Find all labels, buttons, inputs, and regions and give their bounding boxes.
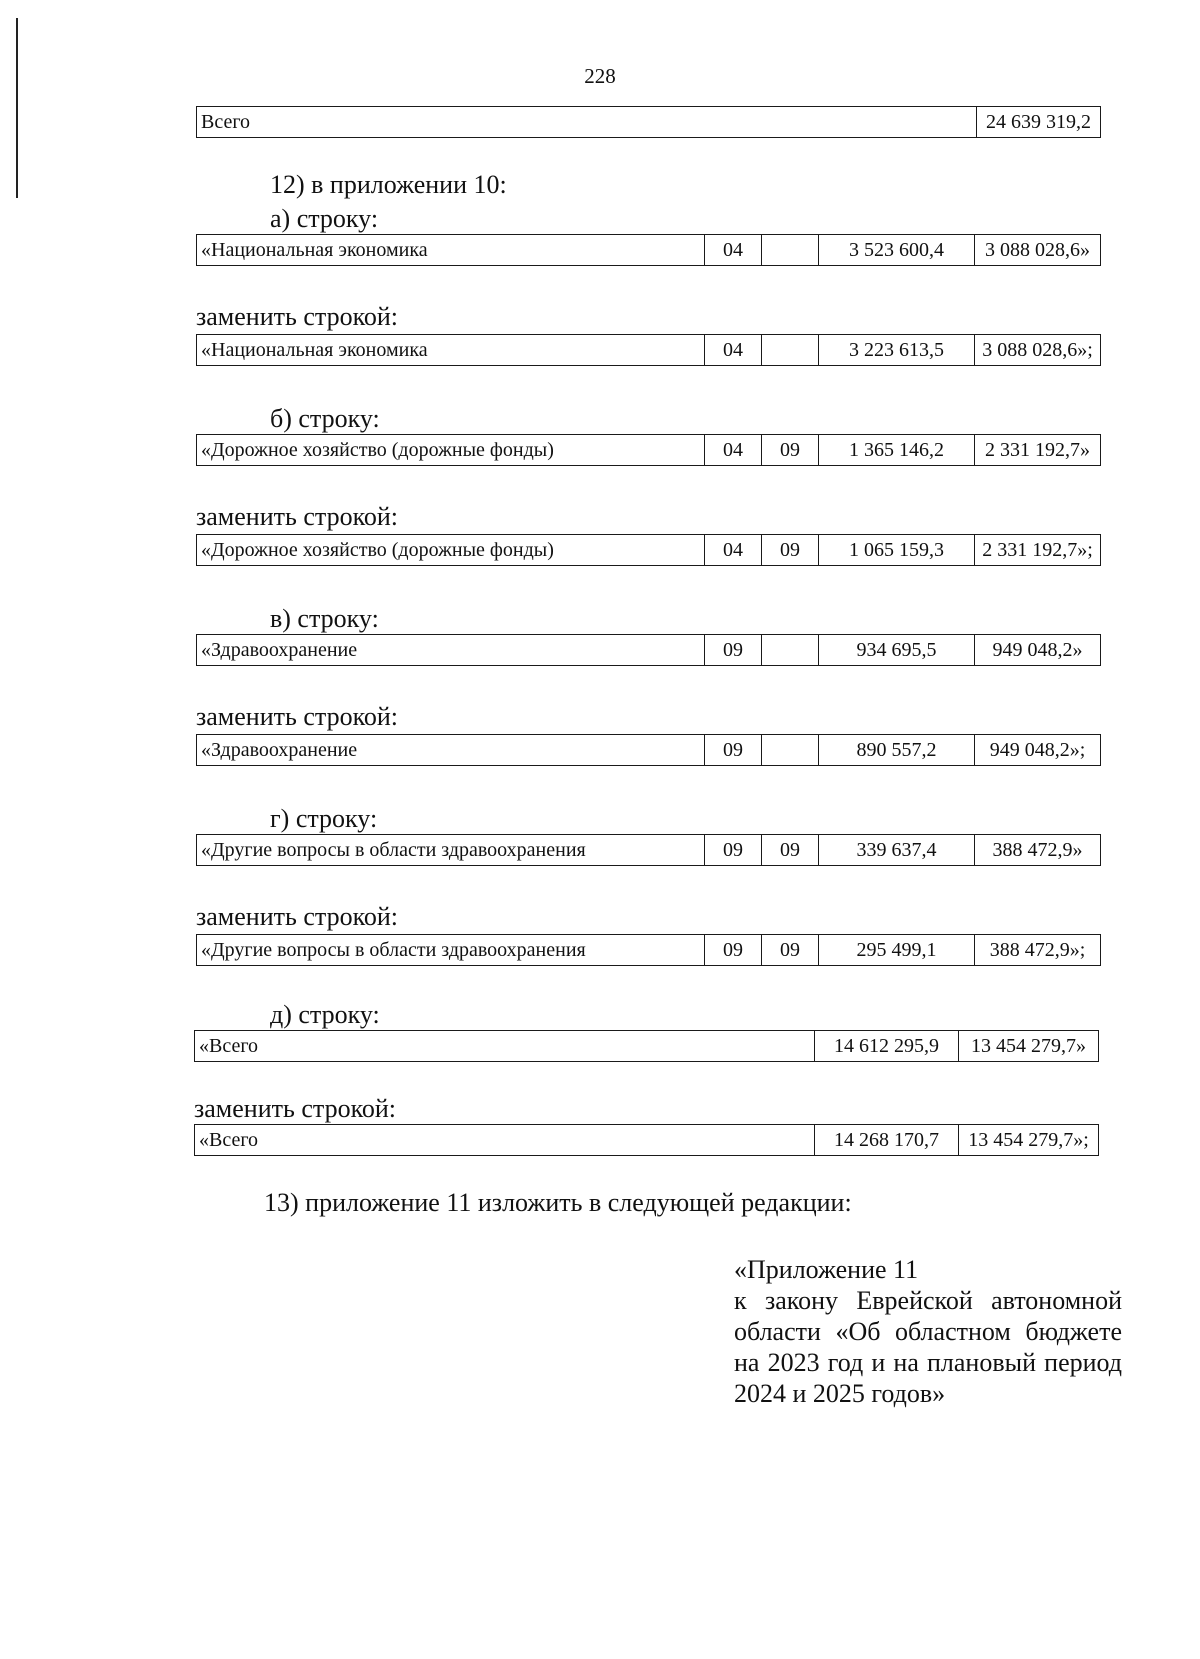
row-subsection: 09 (762, 835, 819, 866)
table-row (197, 535, 1101, 566)
row-subsection (762, 235, 819, 266)
row-name: «Дорожное хозяйство (дорожные фонды) (197, 535, 705, 566)
row-value-1: 1 365 146,2 (819, 435, 975, 466)
item-b-old-row (196, 434, 1101, 466)
row-value-2: 949 048,2»; (975, 735, 1101, 766)
section-12-title: 12) в приложении 10: (270, 170, 507, 199)
row-name: «Национальная экономика (197, 335, 705, 366)
row-value-1: 1 065 159,3 (819, 535, 975, 566)
item-a-old-row (196, 234, 1101, 266)
page-number: 228 (584, 64, 616, 88)
item-a-new-row (196, 334, 1101, 366)
row-section: 09 (705, 935, 762, 966)
item-e-new-row (194, 1124, 1099, 1156)
row-section: 09 (705, 635, 762, 666)
item-b-label: б) строку: (270, 404, 380, 433)
item-e-old-row (194, 1030, 1099, 1062)
row-subsection (762, 635, 819, 666)
item-c-replace-label: заменить строкой: (196, 702, 399, 731)
item-c-new-row (196, 734, 1101, 766)
table-row (197, 235, 1101, 266)
row-value-1: 339 637,4 (819, 835, 975, 866)
row-section: 09 (705, 735, 762, 766)
table-row (195, 1031, 1099, 1062)
row-value-2: 13 454 279,7»; (959, 1125, 1099, 1156)
item-b-replace-label: заменить строкой: (196, 502, 399, 531)
item-a-replace-label: заменить строкой: (196, 302, 399, 331)
item-d-replace-label: заменить строкой: (196, 902, 399, 931)
item-d-label: г) строку: (270, 804, 378, 833)
row-subsection: 09 (762, 535, 819, 566)
scan-margin-line (16, 18, 18, 198)
row-section: 04 (705, 435, 762, 466)
row-name: «Другие вопросы в области здравоохранения (197, 835, 705, 866)
item-c-label: в) строку: (270, 604, 379, 633)
table-row (197, 107, 1101, 138)
row-name: «Здравоохранение (197, 635, 705, 666)
row-value-2: 13 454 279,7» (959, 1031, 1099, 1062)
table-row (197, 635, 1101, 666)
row-value-2: 3 088 028,6»; (975, 335, 1101, 366)
annex-body: к закону Еврейской автономной области «Об областном бюджете на 2023 год и на плановый период 2024 и 2025 годов» (734, 1286, 1122, 1408)
row-name: «Всего (195, 1031, 815, 1062)
row-name: «Всего (195, 1125, 815, 1156)
table-row (197, 835, 1101, 866)
row-name: «Дорожное хозяйство (дорожные фонды) (197, 435, 705, 466)
table-row (197, 435, 1101, 466)
section-13-text: 13) приложение 11 изложить в следующей редакции: (264, 1188, 852, 1217)
row-value-1: 934 695,5 (819, 635, 975, 666)
row-value-2: 388 472,9»; (975, 935, 1101, 966)
row-value-2: 949 048,2» (975, 635, 1101, 666)
row-subsection (762, 735, 819, 766)
table-row (197, 335, 1101, 366)
row-value-2: 2 331 192,7» (975, 435, 1101, 466)
item-e-replace-label: заменить строкой: (194, 1094, 397, 1123)
row-value-1: 14 268 170,7 (815, 1125, 959, 1156)
row-value-1: 3 223 613,5 (819, 335, 975, 366)
row-section: 09 (705, 835, 762, 866)
row-value-2: 388 472,9» (975, 835, 1101, 866)
top-total-table (196, 106, 1101, 138)
row-name: Всего (197, 107, 977, 138)
row-section: 04 (705, 235, 762, 266)
row-section: 04 (705, 535, 762, 566)
item-d-new-row (196, 934, 1101, 966)
row-value-2: 2 331 192,7»; (975, 535, 1101, 566)
row-name: «Здравоохранение (197, 735, 705, 766)
table-row (197, 735, 1101, 766)
annex-header (734, 1254, 1122, 1409)
item-c-old-row (196, 634, 1101, 666)
row-value-1: 295 499,1 (819, 935, 975, 966)
item-a-label: а) строку: (270, 204, 379, 233)
table-row (197, 935, 1101, 966)
row-value-1: 14 612 295,9 (815, 1031, 959, 1062)
row-name: «Другие вопросы в области здравоохранения (197, 935, 705, 966)
annex-title: «Приложение 11 (734, 1255, 919, 1284)
item-e-label: д) строку: (270, 1000, 380, 1029)
row-value: 24 639 319,2 (977, 107, 1101, 138)
item-b-new-row (196, 534, 1101, 566)
row-value-1: 890 557,2 (819, 735, 975, 766)
row-name: «Национальная экономика (197, 235, 705, 266)
row-section: 04 (705, 335, 762, 366)
row-value-2: 3 088 028,6» (975, 235, 1101, 266)
row-subsection: 09 (762, 935, 819, 966)
row-subsection (762, 335, 819, 366)
table-row (195, 1125, 1099, 1156)
item-d-old-row (196, 834, 1101, 866)
row-value-1: 3 523 600,4 (819, 235, 975, 266)
row-subsection: 09 (762, 435, 819, 466)
